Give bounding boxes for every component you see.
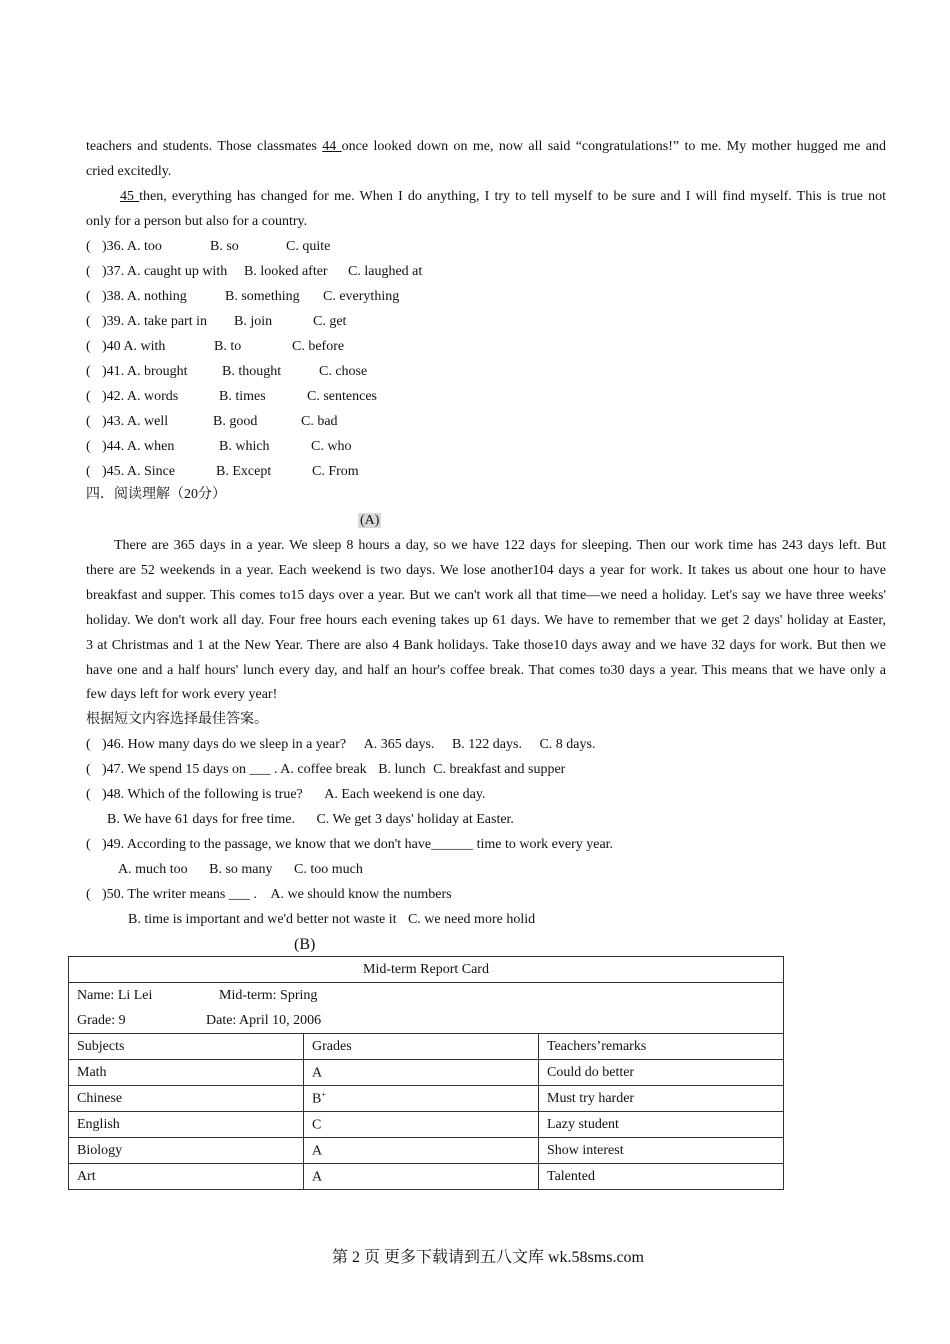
header-cell: Subjects xyxy=(69,1034,304,1060)
passage-a-label xyxy=(358,508,398,533)
option: C. who xyxy=(311,439,352,454)
cloze-question: ( )37. A. caught up with B. looked after C. laughed at xyxy=(86,259,886,284)
subject-cell: Math xyxy=(69,1060,304,1086)
option: B. join xyxy=(234,314,273,329)
option: B. time is important and we'd better not waste it xyxy=(128,912,397,927)
passage-line: have one and a half hours' lunch every day, and half an hour's coffee break. That comes to30 days a year. This means that we have only a xyxy=(86,663,886,678)
question-text: )42. A. words xyxy=(102,389,179,404)
passage-line: breakfast and supper. This comes to15 days over a year. But we can't work all that time—we need a holiday. Let's say we have three weeks' xyxy=(86,588,886,603)
cloze-question: ( )45. A. Since B. Except C. From xyxy=(86,459,886,484)
remark-cell: Must try harder xyxy=(539,1086,784,1112)
question-text: )36. A. too xyxy=(102,239,162,254)
option: C. too much xyxy=(294,862,363,877)
cloze-question: ( )43. A. well B. good C. bad xyxy=(86,409,886,434)
option: B. so xyxy=(210,239,239,254)
option: C. From xyxy=(312,464,359,479)
grade-value: A xyxy=(312,1065,323,1081)
table-row xyxy=(69,1138,784,1164)
grade-cell xyxy=(304,1060,539,1086)
blank-44: 44 xyxy=(322,139,342,154)
grade-level: Grade: 9 xyxy=(77,1013,126,1028)
passage-line xyxy=(86,134,886,159)
option: A. 365 days. xyxy=(363,737,435,752)
question-text: )45. A. Since xyxy=(102,464,176,479)
cloze-question: ( )44. A. when B. which C. who xyxy=(86,434,886,459)
passage-line: there are 52 weekends in a year. Each weekend is two days. We lose another104 days a year for work. It takes us about one hour to have xyxy=(86,563,886,578)
text: once looked down on me, now all said “congratulations!” to me. My mother hugged me and xyxy=(341,139,887,154)
table-row xyxy=(69,1086,784,1112)
grade-value: A xyxy=(312,1169,323,1185)
option: B. so many xyxy=(209,862,273,877)
option: C. get xyxy=(313,314,347,329)
option: C. we need more holid xyxy=(407,912,536,927)
blank-45: 45 xyxy=(120,189,140,204)
remark-cell: Show interest xyxy=(539,1138,784,1164)
table-header-row xyxy=(69,1034,784,1060)
option: C. everything xyxy=(323,289,400,304)
question-text: )46. How many days do we sleep in a year? xyxy=(102,737,347,752)
question-text: )43. A. well xyxy=(102,414,169,429)
text: teachers and students. Those classmates xyxy=(86,139,323,154)
question-text: )44. A. when xyxy=(102,439,175,454)
cloze-question: ( )42. A. words B. times C. sentences xyxy=(86,384,886,409)
option: B. to xyxy=(214,339,242,354)
passage-b-label: (B) xyxy=(294,936,316,953)
grade-cell xyxy=(304,1112,539,1138)
remark-cell: Lazy student xyxy=(539,1112,784,1138)
option: B. Except xyxy=(216,464,272,479)
question-text: )49. According to the passage, we know that we don't have______ time to work every year. xyxy=(102,837,614,852)
grade-cell xyxy=(304,1138,539,1164)
page-footer: 第 2 页 更多下载请到五八文库 wk.58sms.com xyxy=(331,1249,644,1266)
option: C. bad xyxy=(301,414,338,429)
question-46: ( )46. How many days do we sleep in a year? A. 365 days. B. 122 days. C. 8 days. xyxy=(86,732,886,757)
passage-line: cried excitedly. xyxy=(86,164,172,179)
option: B. which xyxy=(219,439,270,454)
header-cell: Teachers’remarks xyxy=(539,1034,784,1060)
grade-modifier: + xyxy=(321,1089,326,1099)
option: C. laughed at xyxy=(348,264,423,279)
passage-line xyxy=(120,184,886,209)
header-cell: Grades xyxy=(304,1034,539,1060)
option: B. something xyxy=(225,289,300,304)
remark-cell: Could do better xyxy=(539,1060,784,1086)
question-47: ( )47. We spend 15 days on ___ . A. coffee break B. lunch C. breakfast and supper xyxy=(86,757,886,782)
card-title: Mid-term Report Card xyxy=(69,957,784,983)
option: B. times xyxy=(219,389,266,404)
passage-line: few days left for work every year! xyxy=(86,687,278,702)
option: B. good xyxy=(213,414,258,429)
question-50-options xyxy=(128,907,928,932)
section-title: 四．阅读理解（20分） xyxy=(86,487,226,502)
option: B. looked after xyxy=(244,264,328,279)
question-text: )50. The writer means ___ . xyxy=(102,887,257,902)
option: B. thought xyxy=(222,364,282,379)
cloze-question: ( )38. A. nothing B. something C. everything xyxy=(86,284,886,309)
passage-line: only for a person but also for a country. xyxy=(86,214,308,229)
label: (A) xyxy=(360,513,380,528)
option: B. We have 61 days for free time. xyxy=(107,812,295,827)
option: C. before xyxy=(292,339,345,354)
option: A. much too xyxy=(118,862,188,877)
option: A. Each weekend is one day. xyxy=(324,787,486,802)
option: C. quite xyxy=(286,239,331,254)
question-text: )41. A. brought xyxy=(102,364,188,379)
card-info xyxy=(69,983,784,1034)
text: then, everything has changed for me. When I do anything, I try to tell myself to be sure and I will find myself. This is true not xyxy=(139,189,887,204)
grade-value: C xyxy=(312,1117,322,1133)
option: C. 8 days. xyxy=(539,737,596,752)
question-48-options xyxy=(107,807,907,832)
passage-line: 3 at Christmas and 1 at the New Year. There are also 4 Bank holidays. Take those10 days away and we have 32 days for work. But then we xyxy=(86,638,886,653)
cloze-question: ( )40 A. with B. to C. before xyxy=(86,334,886,359)
question-49: ( )49. According to the passage, we know that we don't have______ time to work every year. xyxy=(86,837,614,852)
question-text: )47. We spend 15 days on ___ . A. coffee break xyxy=(102,762,367,777)
subject-cell: English xyxy=(69,1112,304,1138)
option: C. chose xyxy=(319,364,368,379)
question-49-options xyxy=(118,857,918,882)
passage-line: There are 365 days in a year. We sleep 8 hours a day, so we have 122 days for sleeping. Then our work time has 243 days left. But xyxy=(114,538,886,553)
report-card-table xyxy=(68,956,784,1190)
option: C. We get 3 days' holiday at Easter. xyxy=(316,812,514,827)
midterm: Mid-term: Spring xyxy=(219,988,318,1003)
option: C. sentences xyxy=(307,389,377,404)
subject-cell: Chinese xyxy=(69,1086,304,1112)
question-text: )37. A. caught up with xyxy=(102,264,228,279)
cloze-question: ( )39. A. take part in B. join C. get xyxy=(86,309,886,334)
question-text: )40 A. with xyxy=(102,339,166,354)
subject-cell: Art xyxy=(69,1164,304,1190)
question-50: ( )50. The writer means ___ . A. we should know the numbers xyxy=(86,882,886,907)
subject-cell: Biology xyxy=(69,1138,304,1164)
cloze-question: ( )41. A. brought B. thought C. chose xyxy=(86,359,886,384)
option: B. 122 days. xyxy=(451,737,522,752)
remark-cell: Talented xyxy=(539,1164,784,1190)
instruction: 根据短文内容选择最佳答案。 xyxy=(86,712,268,727)
option: C. breakfast and supper xyxy=(433,762,566,777)
grade-cell xyxy=(304,1164,539,1190)
option: A. we should know the numbers xyxy=(270,887,452,902)
grade-cell xyxy=(304,1086,539,1112)
student-name: Name: Li Lei xyxy=(77,988,153,1003)
grade-value: A xyxy=(312,1143,323,1159)
question-text: )39. A. take part in xyxy=(102,314,207,329)
date: Date: April 10, 2006 xyxy=(206,1013,322,1028)
table-row xyxy=(69,1112,784,1138)
passage-line: holiday. We don't work all day. Four free hours each evening takes up 61 days. We have to remember that we get 2 days' holiday at Easter, xyxy=(86,613,886,628)
option: B. lunch xyxy=(378,762,426,777)
table-row xyxy=(69,1060,784,1086)
grade-value: B xyxy=(312,1091,322,1107)
table-row xyxy=(69,1164,784,1190)
question-48: ( )48. Which of the following is true? A. Each weekend is one day. xyxy=(86,782,886,807)
question-text: )48. Which of the following is true? xyxy=(102,787,303,802)
question-text: )38. A. nothing xyxy=(102,289,187,304)
cloze-question: ( )36. A. too B. so C. quite xyxy=(86,234,886,259)
